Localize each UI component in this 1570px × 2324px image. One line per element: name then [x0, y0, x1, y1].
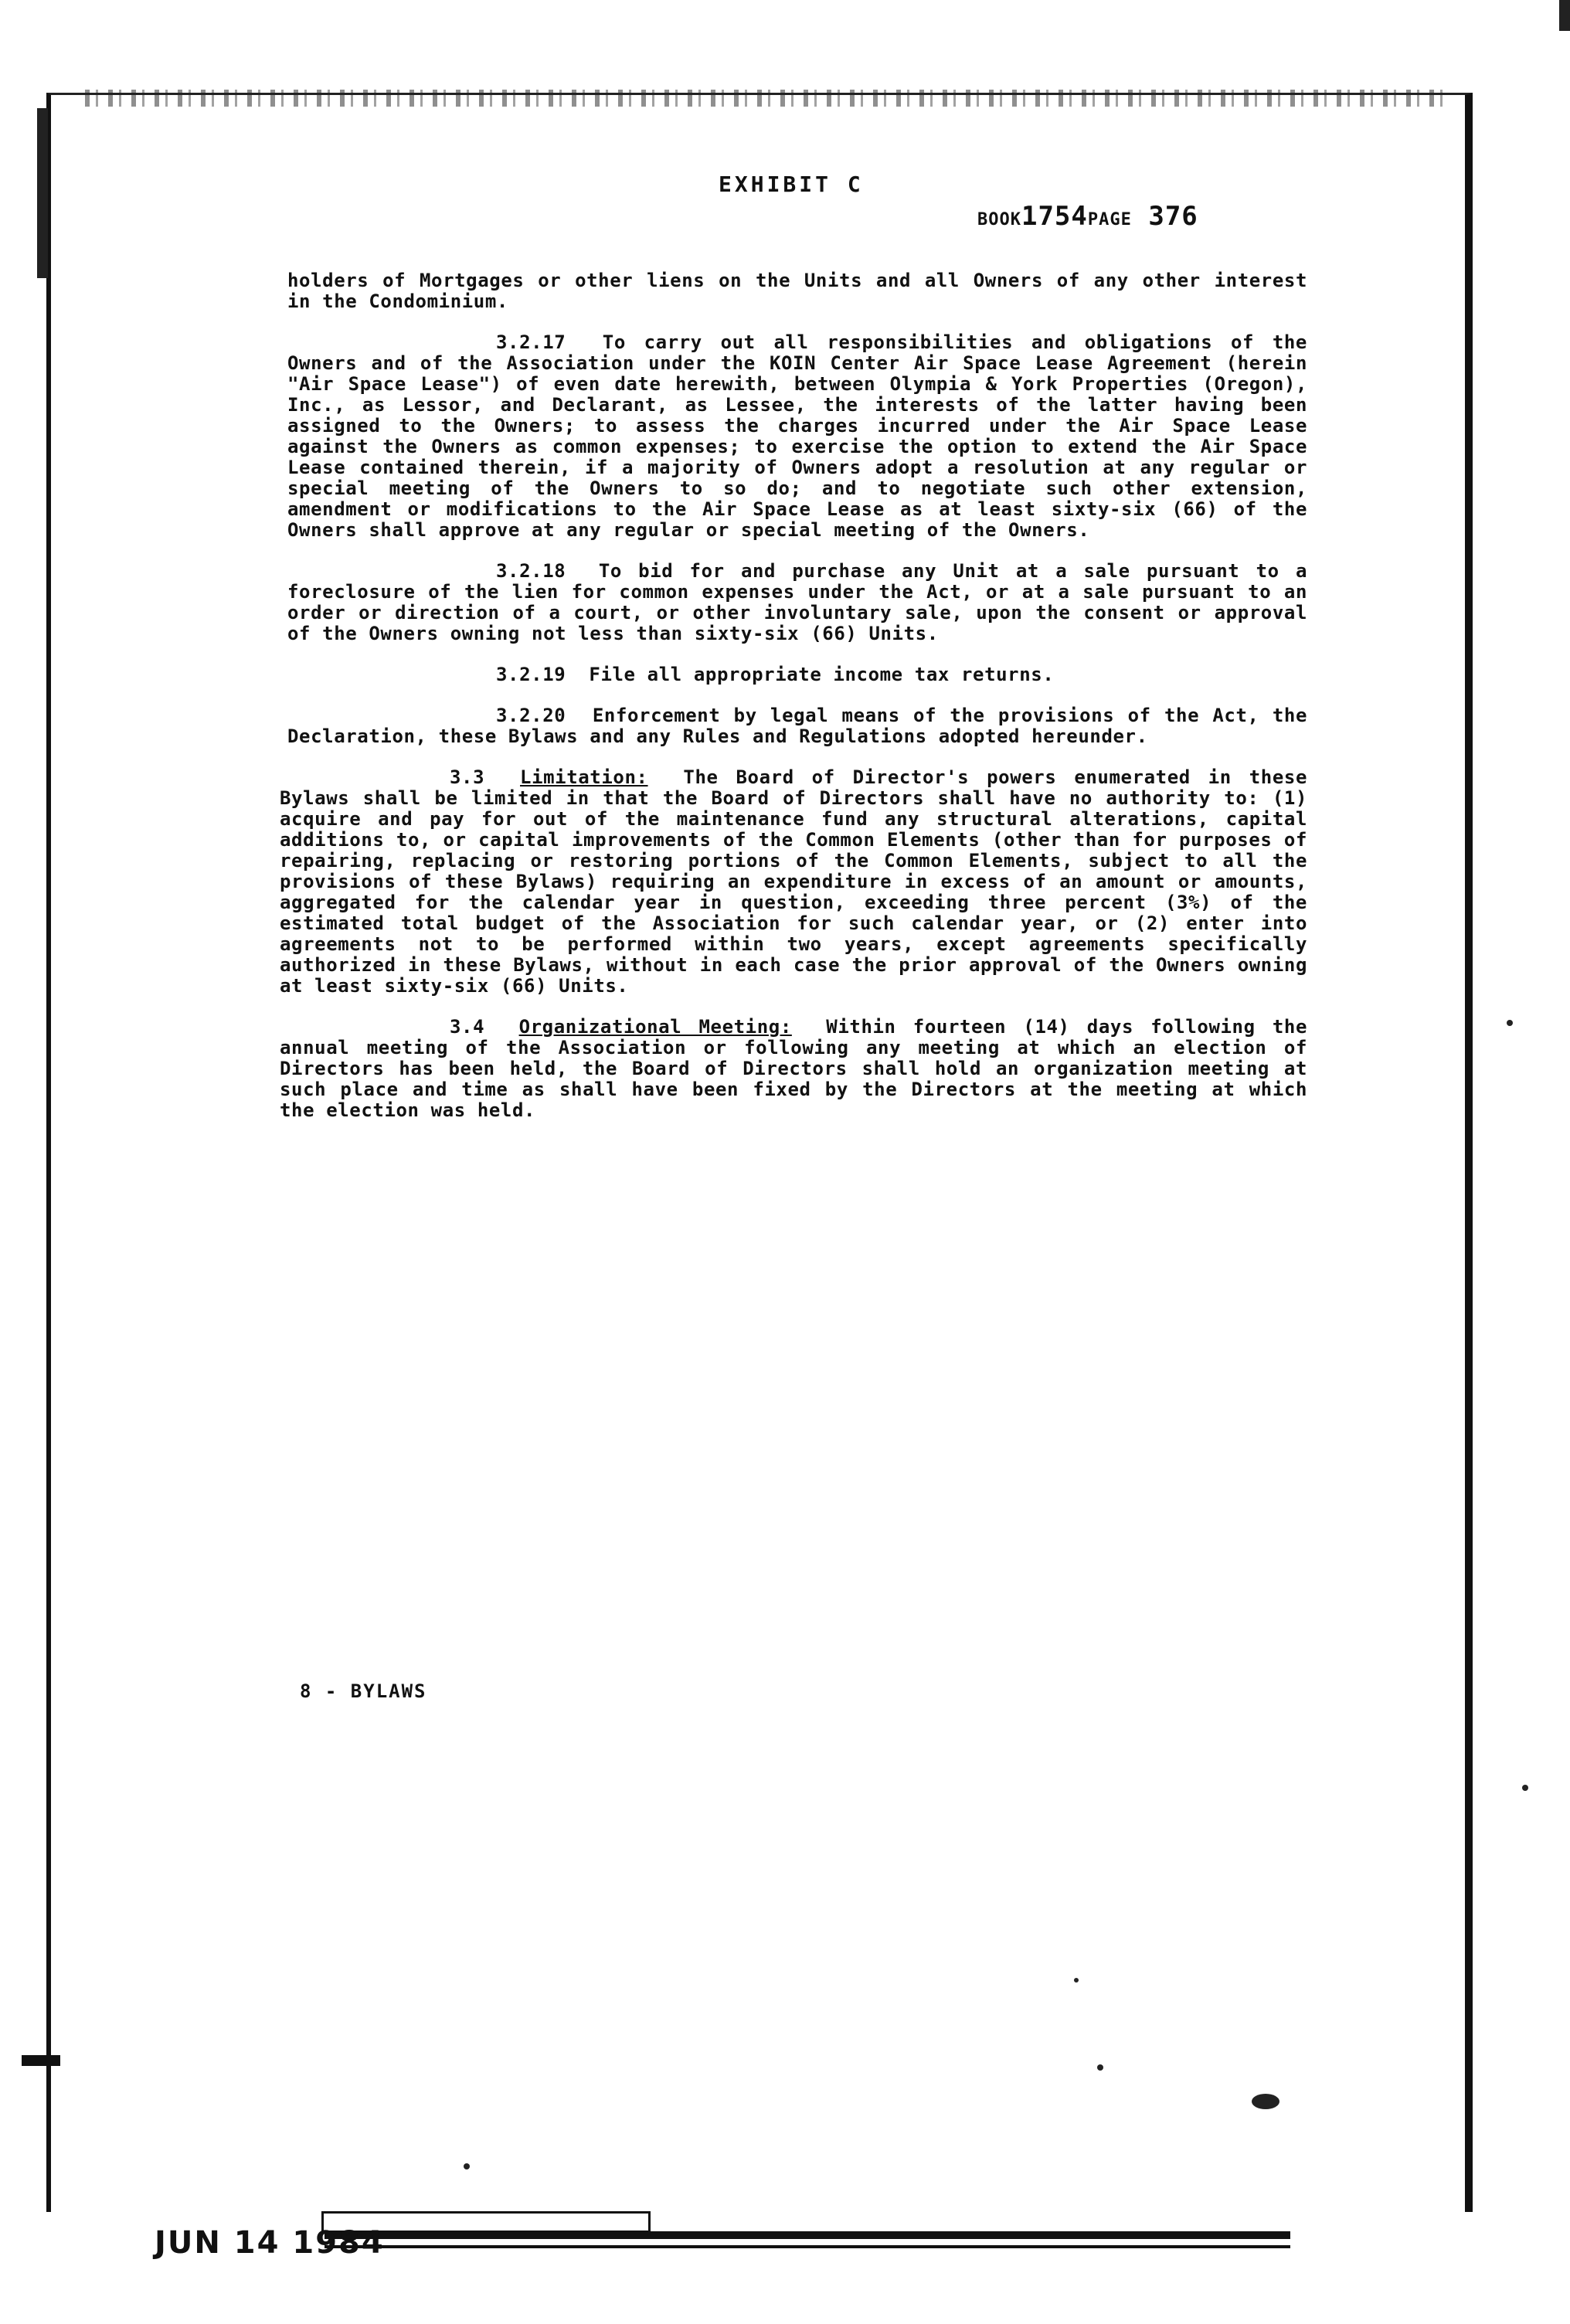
page-prefix: PAGE	[1087, 210, 1132, 229]
scan-bottom-rule-thin	[325, 2245, 1290, 2248]
scan-bottom-rule	[325, 2231, 1290, 2239]
scan-speck	[1097, 2064, 1103, 2071]
section-3-4	[280, 1017, 1307, 1121]
intro-paragraph: holders of Mortgages or other liens on the Units and all Owners of any other interest in the Condominium.	[287, 270, 1307, 312]
section-number: 3.2.19	[496, 664, 566, 685]
scan-speck	[1074, 1978, 1079, 1983]
scan-speck	[1522, 1785, 1528, 1791]
scan-edge-mark	[1559, 0, 1570, 31]
scan-speck	[464, 2163, 470, 2169]
section-3-2-17	[287, 332, 1307, 541]
section-number: 3.2.20	[496, 705, 566, 726]
book-number: 1754	[1021, 201, 1088, 232]
scan-speck	[1507, 1020, 1513, 1026]
document-body	[280, 270, 1307, 1141]
section-text: File all appropriate income tax returns.	[589, 664, 1055, 685]
exhibit-title: EXHIBIT C	[719, 172, 864, 197]
section-text: Within fourteen (14) days following the annual meeting of the Association or following any meeting at which an election of Directors has been held, the Board of Directors shall hold an organization meeting at such place and time as shall have been fixed by the Directors at the meeting at which the election was held.	[280, 1016, 1307, 1121]
book-prefix: BOOK	[977, 210, 1021, 229]
section-text: To bid for and purchase any Unit at a sale pursuant to a foreclosure of the lien for common expenses under the Act, or at a sale pursuant to an order or direction of a court, or other involuntary sale, upon the consent or approval of the Owners owning not less than sixty-six (66) Units.	[287, 560, 1307, 644]
section-3-2-20	[287, 705, 1307, 747]
scan-speck	[1252, 2094, 1279, 2109]
section-number: 3.4	[450, 1016, 485, 1038]
section-number: 3.2.18	[496, 560, 566, 582]
footer-page-label: 8 - BYLAWS	[300, 1680, 427, 1702]
scan-left-tick	[22, 2055, 60, 2066]
book-page-reference	[977, 201, 1198, 232]
scan-left-mark	[37, 108, 48, 278]
section-number: 3.3	[450, 766, 485, 788]
section-3-2-18	[287, 561, 1307, 644]
section-3-3	[280, 767, 1307, 997]
page-number: 376	[1148, 201, 1198, 232]
section-text: Enforcement by legal means of the provisions of the Act, the Declaration, these Bylaws and any Rules and Regulations adopted hereunder.	[287, 705, 1307, 747]
section-3-2-19	[287, 664, 1307, 685]
section-number: 3.2.17	[496, 331, 566, 353]
section-heading: Organizational Meeting:	[518, 1016, 792, 1038]
section-heading: Limitation:	[520, 766, 648, 788]
section-text: The Board of Director's powers enumerated in these Bylaws shall be limited in that the Board of Directors shall have no authority to: (1) acquire and pay for out of the maintenance fund any structural alterations, capital additions to, or capital improvements of the Common Elements (other than for purposes of repairing, replacing or restoring portions of the Common Elements, subject to all the provisions of these Bylaws) requiring an expenditure in excess of an amount or amounts, aggregated for the calendar year in question, exceeding three percent (3%) of the estimated total budget of the Association for such calendar year, or (2) enter into agreements not to be performed within two years, except agreements specifically authorized in these Bylaws, without in each case the prior approval of the Owners owning at least sixty-six (66) Units.	[280, 766, 1307, 997]
section-text: To carry out all responsibilities and obligations of the Owners and of the Association under the KOIN Center Air Space Lease Agreement (herein "Air Space Lease") of even date herewith, between Olympia & York Properties (Oregon), Inc., as Lessor, and Declarant, as Lessee, the interests of the latter having been assigned to the Owners; to assess the charges incurred under the Air Space Lease against the Owners as common expenses; to exercise the option to extend the Air Space Lease contained therein, if a majority of Owners adopt a resolution at any regular or special meeting of the Owners to so do; and to negotiate such other extension, amendment or modifications to the Air Space Lease as at least sixty-six (66) of the Owners shall approve at any regular or special meeting of the Owners.	[287, 331, 1307, 541]
recording-date-stamp: JUN 14 1984	[155, 2225, 385, 2261]
